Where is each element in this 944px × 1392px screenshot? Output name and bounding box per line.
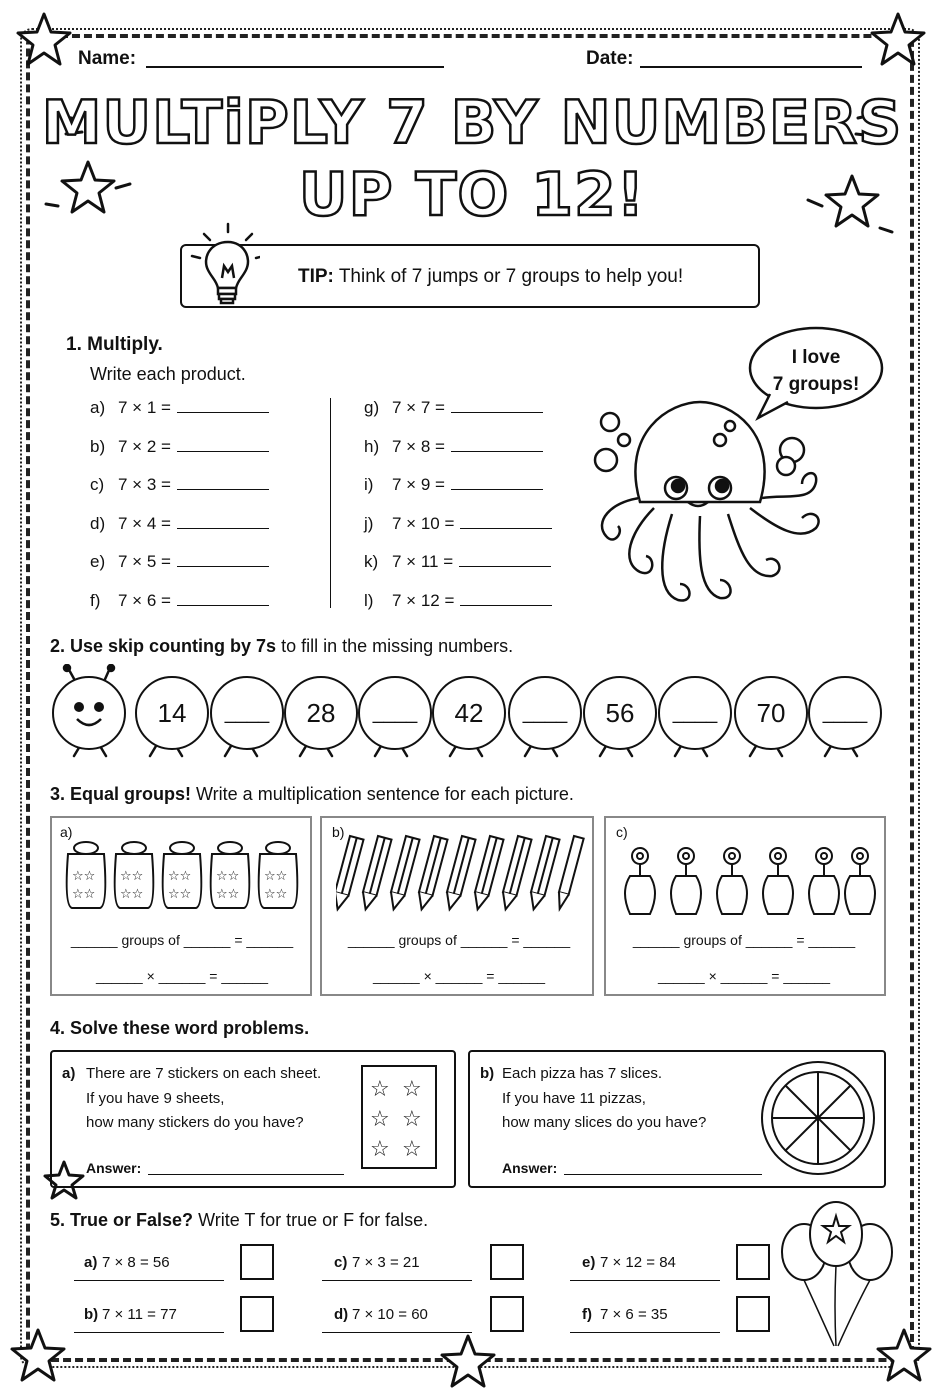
svg-text:☆☆: ☆☆ [120,869,144,884]
tf-item-b: b) 7 × 11 = 77 [84,1306,177,1323]
problem-row: c) 7 × 3 = [90,475,269,514]
speech-text: I love 7 groups! [772,347,860,395]
section1-heading: 1. Multiply. [66,334,163,355]
problem-row: j) 7 × 10 = [364,514,552,553]
star-icon [12,1330,64,1380]
answer-field-b[interactable] [564,1174,762,1175]
section2-heading: 2. Use skip counting by 7s to fill in the missing numbers. [50,636,514,656]
svg-text:☆☆: ☆☆ [264,887,288,902]
tf-answer-box-b[interactable] [240,1296,274,1332]
lightbulb-icon [180,218,260,308]
problem-row: i) 7 × 9 = [364,475,552,514]
pencil-icon [555,836,584,910]
pencil-icon [415,836,448,911]
name-field[interactable] [146,66,444,68]
section5-heading: 5. True or False? Write T for true or F for false. [50,1210,429,1230]
tf-item-a: a) 7 × 8 = 56 [84,1254,170,1271]
flower-vase-icon [625,848,655,914]
svg-text:☆: ☆ [370,1107,390,1132]
caterpillar-head [52,676,126,750]
balloons-icon [776,1196,902,1356]
answer-blank[interactable] [177,604,269,606]
tf-underline [74,1280,224,1281]
panel-a-letter: a) [60,824,73,840]
flower-vases-illustration [610,842,882,922]
flower-vase-icon [809,848,839,914]
problem-row: e) 7 × 5 = [90,552,269,591]
tf-item-d: d) 7 × 10 = 60 [334,1306,428,1323]
panel-a-row2[interactable]: ______ × ______ = ______ [95,968,269,984]
multiply-left-column [90,398,269,629]
tip-body: Think of 7 jumps or 7 groups to help you! [338,266,684,287]
tf-underline [74,1332,224,1333]
caterpillar-segment: 56 [583,676,657,750]
flower-vase-icon [717,848,747,914]
tip-label: TIP: [298,266,334,287]
word-problem-a-text: a) There are 7 stickers on each sheet. If you have 9 sheets, how many stickers do you have? [62,1065,322,1131]
answer-blank[interactable] [177,450,269,452]
caterpillar-blank[interactable]: ____ [658,676,732,750]
section3-heading: 3. Equal groups! Write a multiplication sentence for each picture. [50,784,574,804]
smiley-face-icon [59,683,119,743]
svg-text:☆☆: ☆☆ [72,887,96,902]
page-title-line2: UP TO 12! [298,160,646,230]
caterpillar-blank[interactable]: ____ [808,676,882,750]
tip-text [298,266,683,288]
star-bags-illustration [56,836,306,916]
page-title: MULTiPLY 7 BY NUMBERS [41,88,903,158]
octopus-icon [595,402,819,601]
svg-text:☆: ☆ [402,1137,422,1162]
svg-text:☆: ☆ [370,1077,390,1102]
problem-row: k) 7 × 11 = [364,552,552,591]
answer-blank[interactable] [177,488,269,490]
answer-label-b: Answer: [502,1160,558,1176]
caterpillar-segment: 28 [284,676,358,750]
tf-item-c: c) 7 × 3 = 21 [334,1254,420,1271]
section1-subheading: Write each product. [90,364,246,384]
pencil-icon [336,836,364,911]
answer-blank[interactable] [460,604,552,606]
panel-c-row2[interactable]: ______ × ______ = ______ [657,968,831,984]
panel-b-letter: b) [332,824,345,840]
svg-text:☆☆: ☆☆ [216,869,240,884]
tf-underline [322,1280,472,1281]
answer-blank[interactable] [177,565,269,567]
word-problem-b-text: b) Each pizza has 7 slices. If you have 11 pizzas, how many slices do you have? [480,1065,707,1131]
svg-text:☆☆: ☆☆ [168,869,192,884]
answer-blank[interactable] [459,565,551,567]
tf-answer-box-d[interactable] [490,1296,524,1332]
svg-text:☆☆: ☆☆ [72,869,96,884]
svg-text:☆☆: ☆☆ [216,887,240,902]
multiply-right-column [364,398,552,629]
svg-text:☆: ☆ [402,1077,422,1102]
sticker-sheet-illustration [358,1062,442,1172]
answer-blank[interactable] [451,450,543,452]
answer-label-a: Answer: [86,1160,142,1176]
section4-heading: 4. Solve these word problems. [50,1018,310,1038]
column-divider [330,398,331,608]
answer-blank[interactable] [460,527,552,529]
caterpillar-segment: 70 [734,676,808,750]
pencil-icon [359,836,392,911]
answer-blank[interactable] [451,488,543,490]
svg-text:☆: ☆ [370,1137,390,1162]
name-label: Name: [78,48,137,69]
answer-blank[interactable] [177,411,269,413]
problem-row: d) 7 × 4 = [90,514,269,553]
panel-c-row1[interactable]: ______ groups of ______ = ______ [632,932,856,948]
tf-answer-box-a[interactable] [240,1244,274,1280]
tf-item-f: f) 7 × 6 = 35 [582,1306,668,1323]
problem-row: g) 7 × 7 = [364,398,552,437]
caterpillar-blank[interactable]: ____ [358,676,432,750]
date-field[interactable] [640,66,862,68]
caterpillar-segment: 14 [135,676,209,750]
problem-row: a) 7 × 1 = [90,398,269,437]
answer-field-a[interactable] [148,1174,344,1175]
svg-text:☆☆: ☆☆ [264,869,288,884]
tf-answer-box-c[interactable] [490,1244,524,1280]
flower-vase-icon [763,848,793,914]
problem-row: h) 7 × 8 = [364,437,552,476]
pencil-icon [499,836,532,911]
svg-text:☆☆: ☆☆ [120,887,144,902]
tf-underline [322,1332,472,1333]
pencil-icon [443,836,476,911]
svg-text:☆☆: ☆☆ [168,887,192,902]
pencil-icon [527,836,560,911]
caterpillar-blank[interactable]: ____ [210,676,284,750]
answer-blank[interactable] [451,411,543,413]
tf-answer-box-e[interactable] [736,1244,770,1280]
tf-underline [570,1280,720,1281]
panel-c-letter: c) [616,824,628,840]
pizza-icon [758,1058,878,1178]
panel-b-row1[interactable]: ______ groups of ______ = ______ [347,932,571,948]
answer-blank[interactable] [177,527,269,529]
flower-vase-icon [845,848,875,914]
caterpillar-segment: 42 [432,676,506,750]
date-label: Date: [586,48,634,69]
tf-answer-box-f[interactable] [736,1296,770,1332]
tf-underline [570,1332,720,1333]
problem-row: l) 7 × 12 = [364,591,552,630]
problem-row: b) 7 × 2 = [90,437,269,476]
panel-b-row2[interactable]: ______ × ______ = ______ [372,968,546,984]
panel-a-row1[interactable]: ______ groups of ______ = ______ [70,932,294,948]
svg-text:☆: ☆ [402,1107,422,1132]
caterpillar-blank[interactable]: ____ [508,676,582,750]
pencils-illustration [336,830,586,920]
pencil-icon [471,836,504,911]
pencil-icon [387,836,420,911]
star-icon [442,1336,494,1386]
tf-item-e: e) 7 × 12 = 84 [582,1254,676,1271]
star-icon [18,14,70,64]
star-icon [872,14,924,64]
flower-vase-icon [671,848,701,914]
problem-row: f) 7 × 6 = [90,591,269,630]
